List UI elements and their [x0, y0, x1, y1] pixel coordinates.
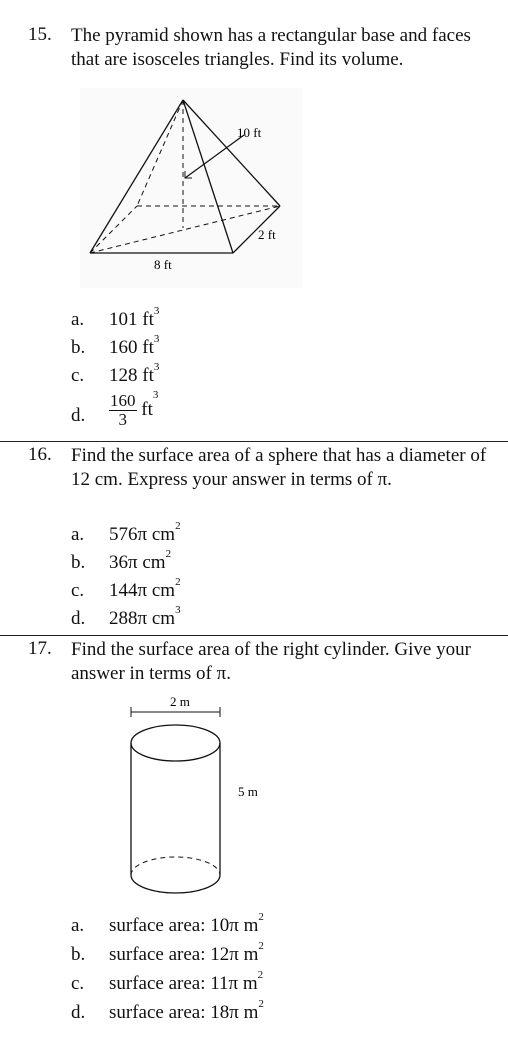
divider [0, 635, 508, 636]
question-number: 16. [28, 444, 52, 465]
slant-label: 10 ft [237, 125, 262, 140]
height-label: 5 m [238, 784, 258, 799]
pyramid-figure [80, 88, 302, 288]
divider [0, 441, 508, 442]
question-text: The pyramid shown has a rectangular base and faces that are isosceles triangles. Find its volume. [71, 25, 471, 70]
question-text: Find the surface area of a sphere that has a diameter of 12 cm. Express your answer in terms of π. [71, 445, 487, 490]
cylinder-figure [118, 690, 288, 910]
question-number: 15. [28, 24, 52, 45]
question-number: 17. [28, 638, 52, 659]
diameter-label: 2 m [170, 694, 190, 709]
question-text: Find the surface area of the right cylinder. Give your answer in terms of π. [71, 639, 471, 684]
length-label: 8 ft [154, 257, 172, 272]
width-label: 2 ft [258, 227, 276, 242]
fraction: $\frac{160}{3}$ [110, 391, 136, 429]
